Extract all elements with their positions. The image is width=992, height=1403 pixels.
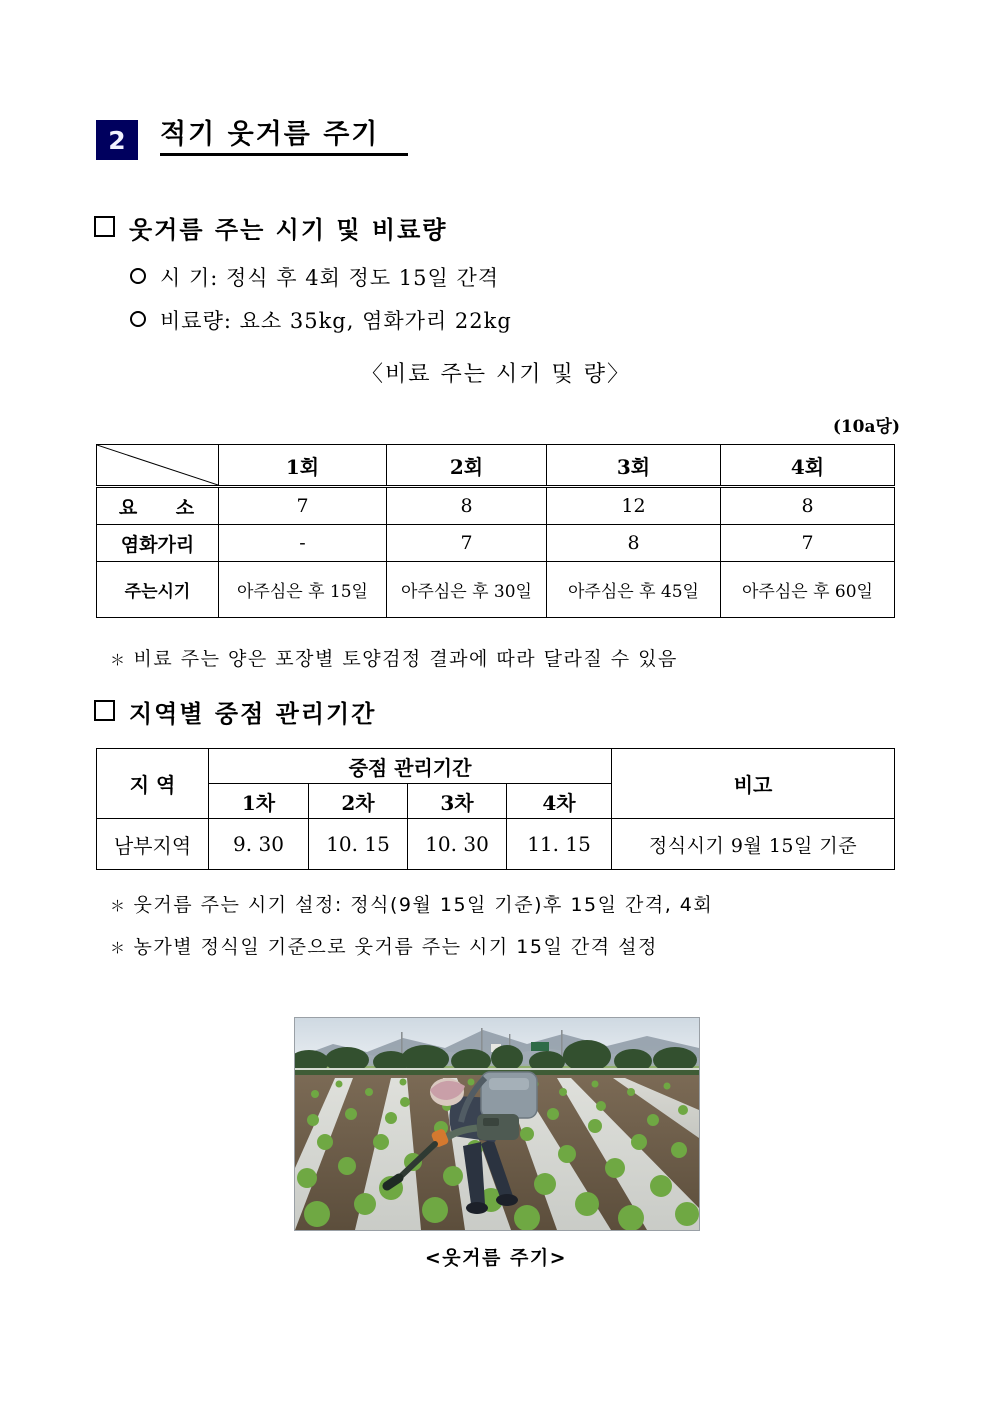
- asterisk-icon: ＊: [110, 897, 127, 915]
- row-label-urea: 요 소: [97, 487, 219, 525]
- column-header-period-1: 1차: [209, 784, 309, 819]
- subheading-region-period-label: 지역별 중점 관리기간: [129, 700, 377, 728]
- cell-kcl-1: -: [219, 525, 387, 562]
- cell-region-name: 남부지역: [97, 819, 209, 870]
- footnote-soil-test: [110, 644, 678, 671]
- table-header-row: [97, 445, 895, 487]
- cell-time-2: 아주심은 후 30일: [387, 562, 547, 618]
- cell-kcl-2: 7: [387, 525, 547, 562]
- table-corner-cell: [97, 445, 219, 487]
- asterisk-icon: ＊: [110, 651, 127, 669]
- bullet-amount: [130, 305, 512, 335]
- cell-time-3: 아주심은 후 45일: [547, 562, 721, 618]
- cell-date-1: 9. 30: [209, 819, 309, 870]
- square-bullet-icon: [94, 700, 115, 721]
- cell-time-4: 아주심은 후 60일: [721, 562, 895, 618]
- cell-date-3: 10. 30: [408, 819, 507, 870]
- section-number-badge: 2: [96, 120, 138, 160]
- bullet-amount-label: 비료량: 요소 35kg, 염화가리 22kg: [160, 309, 512, 333]
- column-header-region: 지 역: [97, 749, 209, 819]
- section-title-underline: [160, 120, 408, 156]
- column-header-4: 4회: [721, 445, 895, 487]
- cell-date-4: 11. 15: [507, 819, 612, 870]
- column-header-1: 1회: [219, 445, 387, 487]
- square-bullet-icon: [94, 216, 115, 237]
- photo-caption: <웃거름 주기>: [424, 1247, 568, 1269]
- circle-bullet-icon: [130, 268, 146, 284]
- column-header-2: 2회: [387, 445, 547, 487]
- column-header-remark: 비고: [612, 749, 895, 819]
- column-header-period-3: 3차: [408, 784, 507, 819]
- cell-remark: 정식시기 9월 15일 기준: [612, 819, 895, 870]
- column-header-period-2: 2차: [309, 784, 408, 819]
- column-header-3: 3회: [547, 445, 721, 487]
- footnote-farm-based-label: 농가별 정식일 기준으로 웃거름 주는 시기 15일 간격 설정: [133, 936, 658, 958]
- asterisk-icon: ＊: [110, 939, 127, 957]
- table-row: [97, 487, 895, 525]
- cell-kcl-4: 7: [721, 525, 895, 562]
- section-heading: [96, 120, 408, 160]
- column-header-period-group: 중점 관리기간: [209, 749, 612, 784]
- fertilizer-schedule-table: [96, 444, 895, 618]
- subheading-fertilizer-timing-label: 웃거름 주는 시기 및 비료량: [129, 216, 448, 244]
- cell-urea-2: 8: [387, 487, 547, 525]
- table-header-row-top: [97, 749, 895, 784]
- bullet-timing-label: 시 기: 정식 후 4회 정도 15일 간격: [160, 266, 500, 290]
- bullet-timing: [130, 262, 499, 292]
- footnote-soil-test-label: 비료 주는 양은 포장별 토양검정 결과에 따라 달라질 수 있음: [133, 648, 678, 670]
- diagonal-line-icon: [97, 445, 218, 485]
- circle-bullet-icon: [130, 311, 146, 327]
- field-photo: [294, 1017, 700, 1231]
- table-row: [97, 562, 895, 618]
- cell-kcl-3: 8: [547, 525, 721, 562]
- field-photo-illustration: [295, 1018, 699, 1230]
- table-row: [97, 819, 895, 870]
- region-period-table: [96, 748, 895, 870]
- fertilizer-table-caption: 〈비료 주는 시기 및 량〉: [361, 362, 631, 387]
- footnote-timing-setting-label: 웃거름 주는 시기 설정: 정식(9월 15일 기준)후 15일 간격, 4회: [133, 894, 714, 916]
- cell-urea-3: 12: [547, 487, 721, 525]
- cell-urea-4: 8: [721, 487, 895, 525]
- table-row: [97, 525, 895, 562]
- footnote-timing-setting: [110, 890, 713, 917]
- subheading-fertilizer-timing: [94, 210, 447, 245]
- subheading-region-period: [94, 694, 376, 729]
- cell-date-2: 10. 15: [309, 819, 408, 870]
- section-title: 적기 웃거름 주기: [160, 119, 380, 150]
- fertilizer-table-unit-note: (10a당): [832, 417, 900, 437]
- cell-urea-1: 7: [219, 487, 387, 525]
- row-label-application-time: 주는시기: [97, 562, 219, 618]
- column-header-period-4: 4차: [507, 784, 612, 819]
- footnote-farm-based: [110, 932, 658, 959]
- cell-time-1: 아주심은 후 15일: [219, 562, 387, 618]
- row-label-potassium-chloride: 염화가리: [97, 525, 219, 562]
